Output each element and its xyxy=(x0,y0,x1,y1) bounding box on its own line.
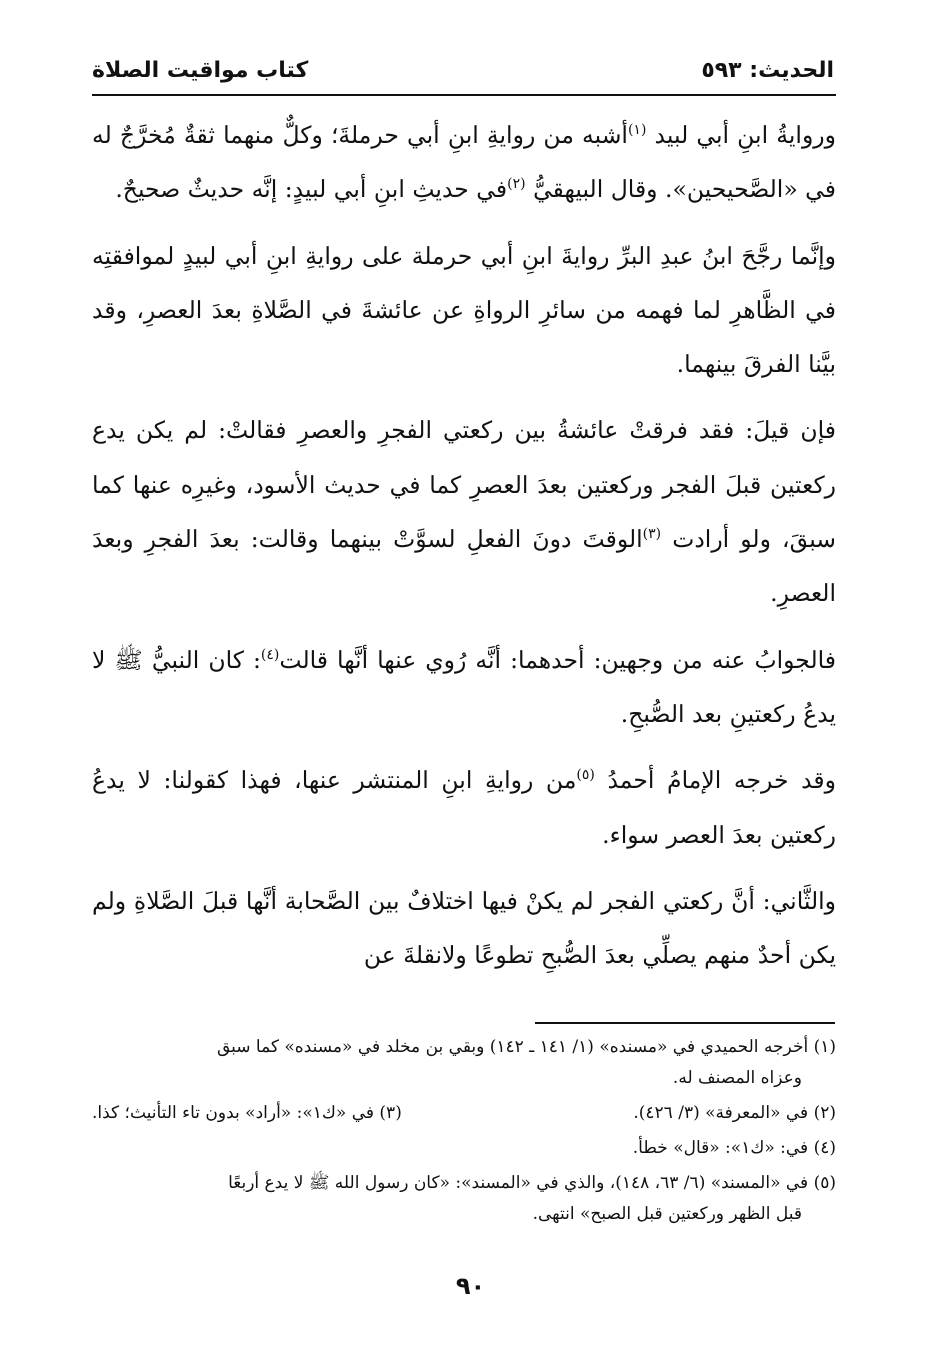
footnote-ref-5[interactable]: (٥) xyxy=(576,767,595,784)
footnote-5-line-2: قبل الظهر وركعتين قبل الصبح» انتهى. xyxy=(532,1204,802,1224)
paragraph-3 xyxy=(92,403,836,620)
paragraph-6: والثَّاني: أنَّ ركعتي الفجر لم يكنْ فيها اختلافٌ بين الصَّحابة أنَّها قبلَ الصَّلاةِ ولم يكن أحدٌ منهم يصلِّي بعدَ الصُّبحِ تطوعًا ولانقلةَ عن xyxy=(92,886,836,970)
footnote-1-line-2: وعزاه المصنف له. xyxy=(672,1068,802,1088)
footnote-5 xyxy=(92,1168,836,1230)
footnote-3: (٣) في «ك١»: «أراد» بدون تاء التأنيث؛ كذا. xyxy=(92,1103,402,1123)
footnote-ref-2[interactable]: (٢) xyxy=(507,176,526,193)
paragraph-2: وإنَّما رجَّحَ ابنُ عبدِ البرِّ روايةَ ابنِ أبي حرملة على روايةِ ابنِ أبي لبيدٍ لموافقتِه في الظَّاهرِ لما فهمه من سائرِ الرواةِ عن عائشةَ في الصَّلاةِ بعدَ العصرِ، وقد بيَّنا الفرقَ بينهما. xyxy=(92,241,836,379)
footnote-ref-1[interactable]: (١) xyxy=(627,122,647,139)
footnote-1-line-1: (١) أخرجه الحميدي في «مسنده» (١/ ١٤١ ـ ١٤٢) وبقي بن مخلد في «مسنده» كما سبق xyxy=(216,1037,836,1057)
footnote-2: (٢) في «المعرفة» (٣/ ٤٢٦). xyxy=(633,1103,836,1123)
hadith-number-label: الحديث: ٥٩٣ xyxy=(701,58,834,83)
footnotes xyxy=(92,1032,836,1234)
paragraph-1-text-b: أشبه من روايةِ ابنِ أبي حرملةَ؛ وكلٌّ منهما ثقةٌ مُخرَّجٌ له في «الصَّحيحين». وقال البيهقيُّ xyxy=(92,121,836,204)
paragraph-1-text-a: وروايةُ ابنِ أبي لبيد xyxy=(646,121,836,149)
page-number: ٩٠ xyxy=(455,1272,486,1300)
footnote-1 xyxy=(92,1032,836,1094)
header-rule xyxy=(92,94,836,96)
paragraph-5-text-a: وقد خرجه الإمامُ أحمدُ xyxy=(594,766,836,795)
paragraph-4-text-a: فالجوابُ عنه من وجهين: أحدهما: أنَّه رُوي عنها أنَّها قالت xyxy=(279,645,837,674)
book-chapter-title: كتاب مواقيت الصلاة xyxy=(92,58,309,83)
paragraph-5 xyxy=(92,753,836,862)
paragraph-4 xyxy=(92,633,836,742)
paragraph-1 xyxy=(92,108,836,217)
footnote-5-line-1: (٥) في «المسند» (٦/ ٦٣، ١٤٨)، والذي في «المسند»: «كان رسول الله ﷺ لا يدع أربعًا xyxy=(228,1173,836,1193)
paragraph-1-text-c: في حديثِ ابنِ أبي لبيدٍ: إنَّه حديثٌ صحيحٌ. xyxy=(115,175,508,204)
footnote-ref-3[interactable]: (٣) xyxy=(642,526,662,543)
footnote-ref-4[interactable]: (٤) xyxy=(260,646,280,663)
footnote-4: (٤) في: «ك١»: «قال» خطأ. xyxy=(632,1138,836,1158)
paragraph-5-text-b: من روايةِ ابنِ المنتشر عنها، فهذا كقولنا: لا يدعُ ركعتين بعدَ العصر سواء. xyxy=(92,766,836,849)
paragraph-3-text-a: فإن قيلَ: فقد فرقتْ عائشةُ بين ركعتي الفجرِ والعصرِ فقالتْ: لم يكن يدع ركعتين قبلَ الفجر وركعتين بعدَ العصرِ كما في حديث الأسود، وغيرِه عنها كما سبقَ، ولو أرادت xyxy=(92,416,836,554)
running-header xyxy=(92,54,834,92)
footnote-row-2-3 xyxy=(92,1098,836,1129)
footnote-separator xyxy=(535,1022,835,1024)
paragraph-4-text-b: : كان النبيُّ ﷺ لا يدعُ ركعتينِ بعد الصُّبحِ. xyxy=(92,645,836,728)
main-text xyxy=(92,108,836,994)
paragraph-3-text-b: الوقتَ دونَ الفعلِ لسوَّتْ بينهما وقالت: بعدَ الفجرِ وبعدَ العصرِ. xyxy=(92,525,836,608)
